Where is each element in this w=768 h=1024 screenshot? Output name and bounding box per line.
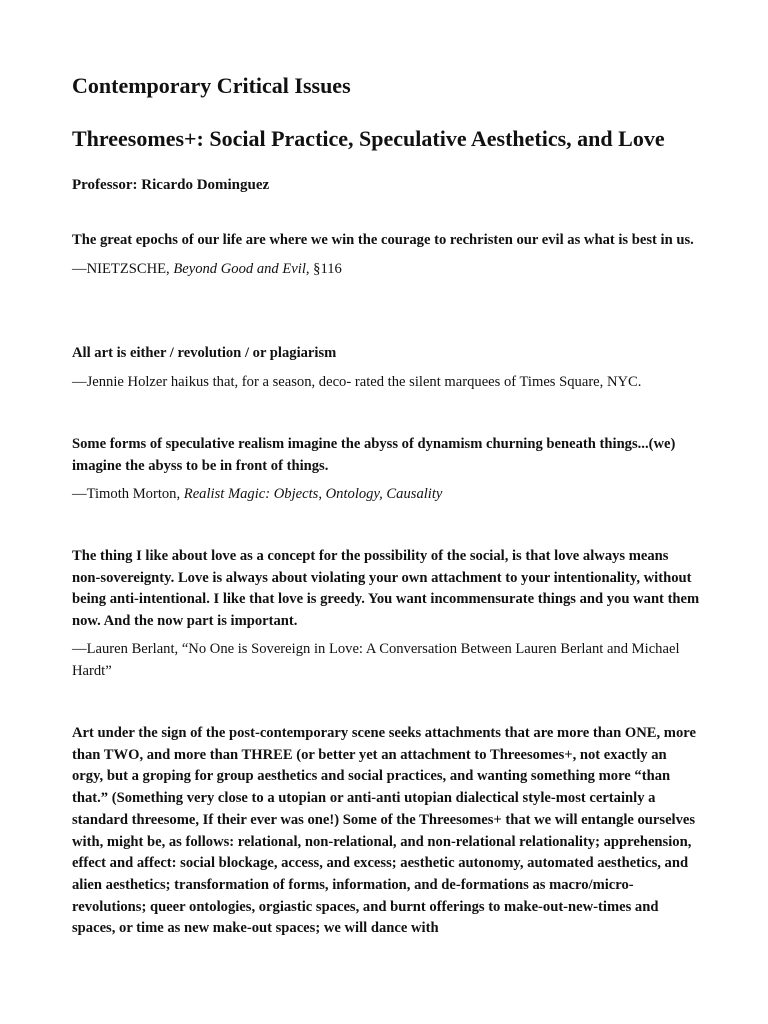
attribution-work-title: Realist Magic: Objects, Ontology, Causality xyxy=(183,486,443,503)
epigraph-quote: Some forms of speculative realism imagine the abyss of dynamism churning beneath things...(we) imagine the abyss to be in front of things. xyxy=(72,436,676,474)
epigraph-attribution xyxy=(72,483,700,505)
epigraph-berlant xyxy=(72,546,700,682)
epigraph-quote: The great epochs of our life are where we win the courage to rechristen our evil as what is best in us. xyxy=(72,232,694,248)
epigraph-quote: The thing I like about love as a concept for the possibility of the social, is that love always means non-sovereignty. Love is always about violating your own attachment to your intentionality, without being anti-intentional. I like that love is greedy. You want incommensurate things and you want them now. And the now part is important. xyxy=(72,548,700,629)
class-title: Threesomes+: Social Practice, Speculative Aesthetics, and Love xyxy=(72,126,665,151)
epigraph-attribution xyxy=(72,638,700,682)
course-title: Contemporary Critical Issues xyxy=(72,73,351,98)
attribution-author: —NIETZSCHE, xyxy=(72,260,174,277)
epigraph-attribution xyxy=(72,371,700,393)
epigraph-attribution xyxy=(72,258,700,280)
course-description xyxy=(72,723,700,940)
epigraph-holzer xyxy=(72,343,700,393)
epigraph-quote: All art is either / revolution / or plagiarism xyxy=(72,345,337,361)
attribution-work-title: Beyond Good and Evil xyxy=(173,260,306,277)
epigraph-nietzsche xyxy=(72,230,700,280)
epigraph-morton xyxy=(72,434,700,505)
attribution-author: —Jennie Holzer haikus that, for a season, deco- rated the silent marquees of Times Square, NYC. xyxy=(72,373,642,390)
attribution-section: , §116 xyxy=(305,260,342,277)
professor-name: Professor: Ricardo Dominguez xyxy=(72,177,270,193)
attribution-author: —Lauren Berlant, “No One is Sovereign in Love: A Conversation Between Lauren Berlant and Michael Hardt” xyxy=(72,641,680,680)
course-description-paragraph: Art under the sign of the post-contemporary scene seeks attachments that are more than ONE, more than TWO, and more than THREE (or better yet an attachment to Threesomes+, not exactly an orgy, but a groping for group aesthetics and social practices, and wanting something more “than that.” (Something very close to a utopian or anti-anti utopian dialectical style-most certainly a standard threesome, If their ever was one!) Some of the Threesomes+ that we will entangle ourselves with, might be, as follows: relational, non-relational, and non-relational relationality; apprehension, effect and affect: social blockage, access, and excess; aesthetic autonomy, automated aesthetics, and alien aesthetics; transformation of forms, information, and de-formations as macro/micro-revolutions; queer ontologies, orgiastic spaces, and burnt offerings to make-out-new-times and spaces, or time as new make-out spaces; we will dance with xyxy=(72,725,696,937)
attribution-author: —Timoth Morton, xyxy=(72,486,184,503)
